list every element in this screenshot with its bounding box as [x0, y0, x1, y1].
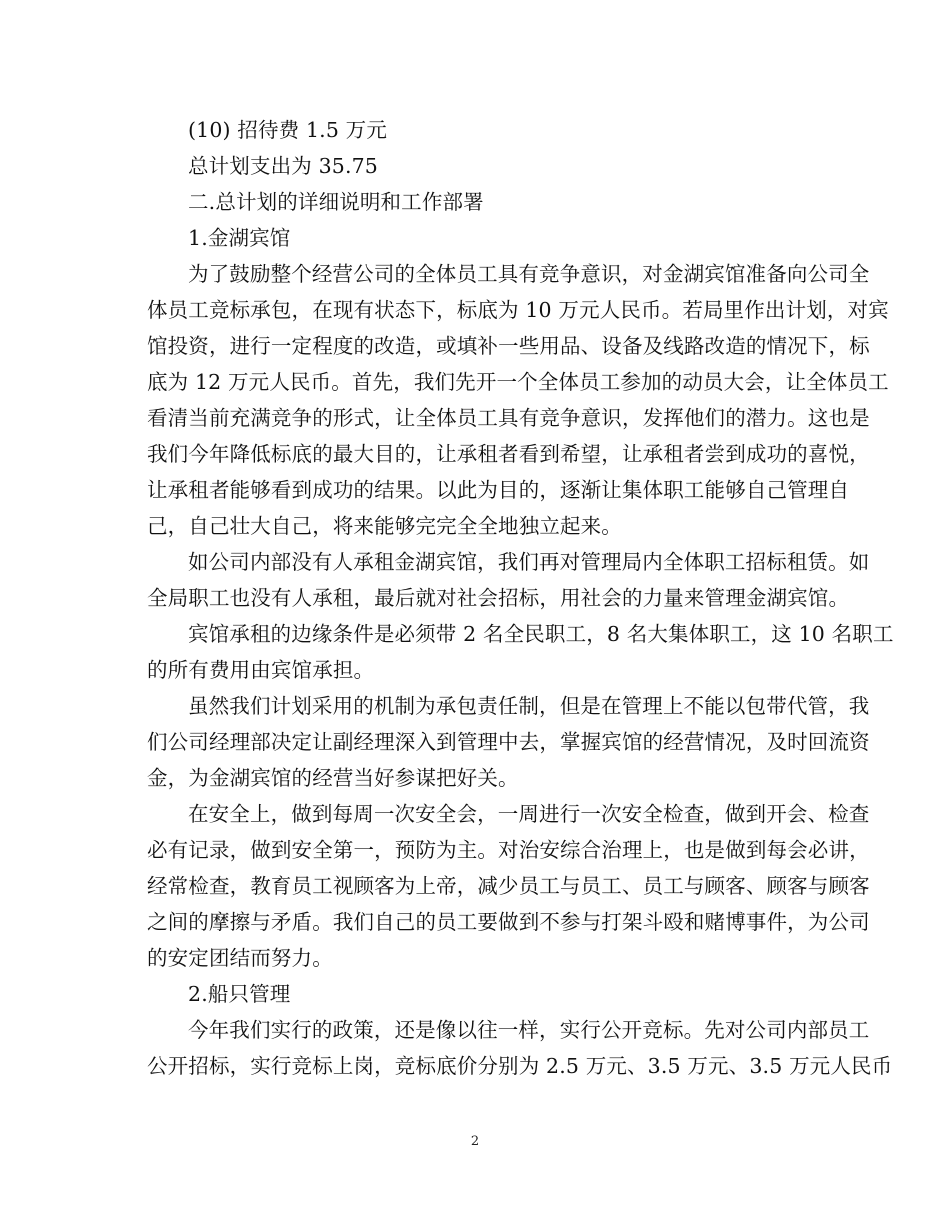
subsection-heading: 1.金湖宾馆 [188, 226, 291, 250]
paragraph-line: 今年我们实行的政策，还是像以往一样，实行公开竞标。先对公司内部员工 [188, 1018, 870, 1042]
paragraph-line: 体员工竞标承包，在现有状态下，标底为 10 万元人民币。若局里作出计划，对宾 [147, 298, 889, 322]
paragraph-line: 如公司内部没有人承租金湖宾馆，我们再对管理局内全体职工招标租赁。如 [188, 550, 870, 574]
paragraph-line: 馆投资，进行一定程度的改造，或填补一些用品、设备及线路改造的情况下，标 [147, 334, 870, 358]
paragraph-line: 看清当前充满竞争的形式，让全体员工具有竞争意识，发挥他们的潜力。这也是 [147, 406, 870, 430]
paragraph-line: 必有记录，做到安全第一，预防为主。对治安综合治理上，也是做到每会必讲， [147, 838, 870, 862]
text-line: (10) 招待费 1.5 万元 [188, 118, 387, 142]
subsection-heading: 2.船只管理 [188, 982, 291, 1006]
paragraph-line: 之间的摩擦与矛盾。我们自己的员工要做到不参与打架斗殴和赌博事件，为公司 [147, 910, 870, 934]
page-number: 2 [470, 1134, 480, 1149]
paragraph-line: 们公司经理部决定让副经理深入到管理中去，掌握宾馆的经营情况，及时回流资 [147, 730, 870, 754]
paragraph-line: 宾馆承租的边缘条件是必须带 2 名全民职工，8 名大集体职工，这 10 名职工 [188, 622, 894, 646]
paragraph-line: 让承租者能够看到成功的结果。以此为目的，逐渐让集体职工能够自己管理自 [147, 478, 850, 502]
paragraph-line: 全局职工也没有人承租，最后就对社会招标，用社会的力量来管理金湖宾馆。 [147, 586, 850, 610]
paragraph-line: 为了鼓励整个经营公司的全体员工具有竞争意识，对金湖宾馆准备向公司全 [188, 262, 870, 286]
section-heading: 二.总计划的详细说明和工作部署 [188, 190, 484, 214]
paragraph-line: 己，自己壮大自己，将来能够完完全全地独立起来。 [147, 514, 622, 538]
paragraph-line: 的安定团结而努力。 [147, 946, 333, 970]
paragraph-line: 的所有费用由宾馆承担。 [147, 658, 375, 682]
paragraph-line: 公开招标，实行竞标上岗，竞标底价分别为 2.5 万元、3.5 万元、3.5 万元人民币 [147, 1054, 893, 1078]
paragraph-line: 在安全上，做到每周一次安全会，一周进行一次安全检查，做到开会、检查 [188, 802, 870, 826]
paragraph-line: 虽然我们计划采用的机制为承包责任制，但是在管理上不能以包带代管，我 [188, 694, 870, 718]
text-line: 总计划支出为 35.75 [188, 154, 379, 178]
document-body [147, 112, 894, 1084]
paragraph-line: 我们今年降低标底的最大目的，让承租者看到希望，让承租者尝到成功的喜悦， [147, 442, 870, 466]
paragraph-line: 经常检查，教育员工视顾客为上帝，减少员工与员工、员工与顾客、顾客与顾客 [147, 874, 870, 898]
paragraph-line: 金，为金湖宾馆的经营当好参谋把好关。 [147, 766, 519, 790]
paragraph-line: 底为 12 万元人民币。首先，我们先开一个全体员工参加的动员大会，让全体员工 [147, 370, 889, 394]
